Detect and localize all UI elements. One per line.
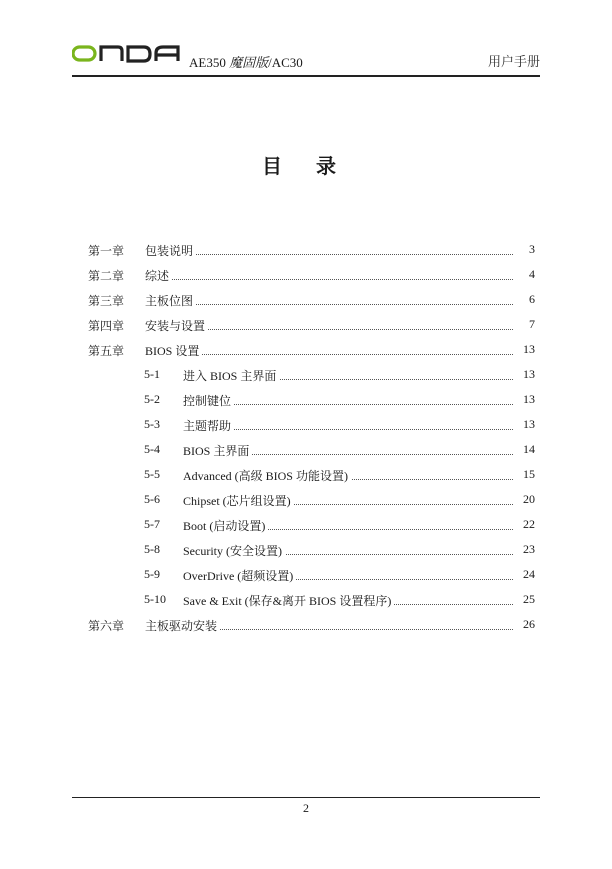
- toc-page-number: 7: [529, 317, 535, 331]
- toc-entry[interactable]: [88, 440, 535, 460]
- toc-entry-title: Chipset (芯片组设置): [183, 492, 294, 509]
- toc-entry[interactable]: [88, 315, 535, 335]
- toc-entry[interactable]: [88, 590, 535, 610]
- toc-entry[interactable]: [88, 415, 535, 435]
- toc-chapter-label: 第三章: [88, 294, 125, 308]
- toc-section-number: 5-5: [144, 467, 160, 481]
- toc-chapter-label: 第四章: [88, 319, 125, 333]
- toc-entry[interactable]: [88, 290, 535, 310]
- toc-page-number: 3: [529, 242, 535, 256]
- toc-entry-title: 主板位图: [145, 292, 196, 309]
- toc-section-number: 5-2: [144, 392, 160, 406]
- toc-entry[interactable]: [88, 540, 535, 560]
- toc-section-number: 5-10: [144, 592, 166, 606]
- toc-entry[interactable]: [88, 240, 535, 260]
- toc-entry-title: BIOS 主界面: [183, 442, 252, 459]
- toc-page-number: 13: [523, 367, 535, 381]
- toc-page-number: 26: [523, 617, 535, 631]
- toc-section-number: 5-8: [144, 542, 160, 556]
- toc-section-number: 5-3: [144, 417, 160, 431]
- page-header: [72, 40, 540, 76]
- toc-dot-leader: [145, 303, 513, 305]
- toc-section-number: 5-4: [144, 442, 160, 456]
- header-divider: [72, 75, 540, 77]
- toc-section-number: 5-6: [144, 492, 160, 506]
- toc-chapter-label: 第六章: [88, 619, 125, 633]
- toc-entry-title: 主板驱动安装: [145, 617, 220, 634]
- toc-page-number: 13: [523, 342, 535, 356]
- toc-chapter-label: 第五章: [88, 344, 125, 358]
- toc-entry[interactable]: [88, 490, 535, 510]
- toc-entry-title: 进入 BIOS 主界面: [183, 367, 279, 384]
- toc-page-number: 15: [523, 467, 535, 481]
- toc-chapter-label: 第一章: [88, 244, 125, 258]
- toc-page-number: 6: [529, 292, 535, 306]
- toc-entry-title: OverDrive (超频设置): [183, 567, 296, 584]
- toc-dot-leader: [145, 278, 513, 280]
- toc-page-number: 25: [523, 592, 535, 606]
- toc-page-number: 13: [523, 392, 535, 406]
- toc-entry-title: 综述: [145, 267, 172, 284]
- toc-chapter-label: 第二章: [88, 269, 125, 283]
- toc-page-number: 23: [523, 542, 535, 556]
- toc-page-number: 13: [523, 417, 535, 431]
- toc-entry[interactable]: [88, 565, 535, 585]
- toc-page-number: 24: [523, 567, 535, 581]
- toc-entry[interactable]: [88, 365, 535, 385]
- toc-entry-title: Boot (启动设置): [183, 517, 268, 534]
- toc-entry-title: 控制键位: [183, 392, 234, 409]
- footer-divider: [72, 797, 540, 798]
- toc-section-number: 5-7: [144, 517, 160, 531]
- toc-entry[interactable]: [88, 265, 535, 285]
- page-number: 2: [303, 801, 309, 815]
- toc-page-number: 14: [523, 442, 535, 456]
- document-model-title: AE350 魔固版/AC30: [189, 55, 303, 70]
- toc-page-number: 4: [529, 267, 535, 281]
- toc-entry[interactable]: [88, 390, 535, 410]
- toc-section-number: 5-1: [144, 367, 160, 381]
- toc-dot-leader: [145, 253, 513, 255]
- toc-entry-title: Save & Exit (保存&离开 BIOS 设置程序): [183, 592, 394, 609]
- toc-entry-title: Security (安全设置): [183, 542, 285, 559]
- toc-page-number: 20: [523, 492, 535, 506]
- toc-entry[interactable]: [88, 340, 535, 360]
- toc-entry[interactable]: [88, 465, 535, 485]
- manual-label: 用户手册: [487, 55, 540, 70]
- toc-entry-title: BIOS 设置: [145, 342, 202, 359]
- toc-entry-title: 安装与设置: [145, 317, 208, 334]
- toc-entry-title: 包装说明: [145, 242, 196, 259]
- onda-logo: [72, 44, 182, 64]
- toc-section-number: 5-9: [144, 567, 160, 581]
- toc-entry-title: Advanced (高级 BIOS 功能设置): [183, 467, 351, 484]
- toc-entry[interactable]: [88, 615, 535, 635]
- toc-entry-title: 主题帮助: [183, 417, 234, 434]
- toc-page-number: 22: [523, 517, 535, 531]
- toc-entry[interactable]: [88, 515, 535, 535]
- toc-heading: 目录: [262, 154, 370, 178]
